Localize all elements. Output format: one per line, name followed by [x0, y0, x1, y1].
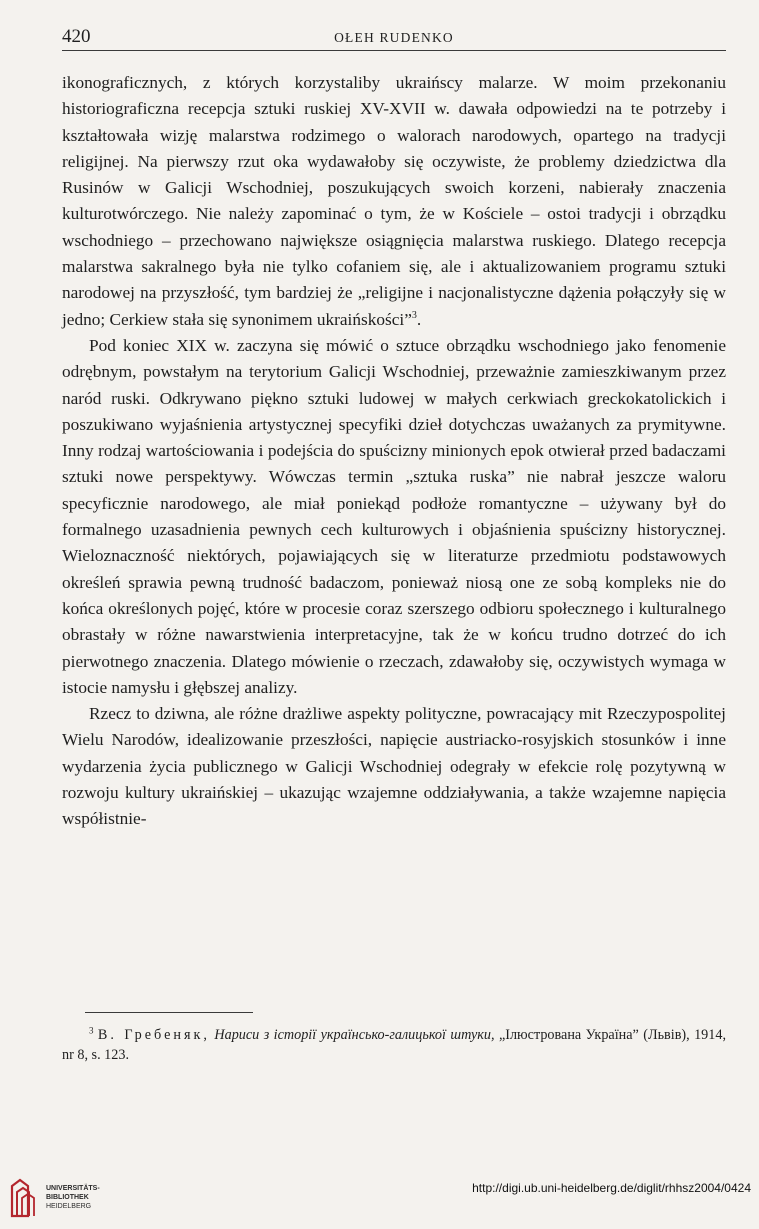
page-number: 420 — [62, 26, 91, 47]
footnote-title: Нариси з історії українсько-галицької штуки, — [214, 1027, 495, 1043]
footnote-author: В. Гребеняк, — [97, 1027, 210, 1043]
running-head: OŁEH RUDENKO — [334, 30, 454, 45]
footnote-rest: „Ілюстрована Україна” (Львів), 1914, nr 8, s. 123. — [62, 1027, 727, 1063]
library-name-line-2: BIBLIOTHEK — [46, 1194, 89, 1201]
paragraph-1-text: ikonograficznych, z których korzystaliby ukraińscy malarze. W moim przekonaniu historiograficzna recepcja sztuki ruskiej XV-XVII w. dawała odpowiedzi na te potrzeby i kształtowała wizję malarstwa rodzimego o walorach narodowych, opartego na tradycji religijnej. Na pierwszy rzut oka wydawałoby się oczywiste, że problemy dziedzictwa dla Rusinów w Galicji Wschodniej, poszukujących swoich korzeni, nabierały znaczenia kulturotwórczego. Nie należy zapominać o tym, że w Kościele – ostoi tradycji i obrządku wschodniego – przechowano największe osiągnięcia malarstwa ruskiego. Dlatego recepcja malarstwa sakralnego była nie tylko cofaniem się, ale i aktualizowaniem programu sztuki narodowej na przyszłość, tym bardziej że „religijne i nacjonalistyczne dążenia połączyły się w jedno; Cerkiew stała się synonimem ukraińskości” — [62, 73, 726, 329]
source-url[interactable]: http://digi.ub.uni-heidelberg.de/diglit/rhhsz2004/0424 — [472, 1181, 751, 1195]
library-logo[interactable] — [8, 1176, 128, 1220]
heidelberg-seal-icon — [8, 1176, 42, 1220]
library-name-line-3: HEIDELBERG — [46, 1203, 92, 1210]
paragraph-2: Pod koniec XIX w. zaczyna się mówić o sztuce obrządku wschodniego jako fenomenie odrębnym, powstałym na terytorium Galicji Wschodniej, przeważnie zamieszkiwanym przez naród ruski. Odkrywano piękno sztuki ludowej w małych cerkwiach greckokatolickich i poszukiwano wyjaśnienia artystycznej specyfiki dzieł dotychczas uważanych za prymitywne. Inny rodzaj wartościowania i podejścia do spuścizny minionych epok otwierał przed badaczami sztuki nowe perspektywy. Wówczas termin „sztuka ruska” nie nabrał jeszcze waloru specyficznie narodowego, ale miał poniekąd podłoże romantyczne – używany był do formalnego uzasadnienia pewnych cech kulturowych i objaśnienia spuścizny historycznej. Wieloznaczność niektórych, pojawiających się w literaturze przedmiotu podstawowych określeń sprawia pewną trudność badaczom, ponieważ niosą one ze sobą kompleks nie do końca określonych pojęć, które w procesie coraz szerszego odbioru społecznego i kulturalnego obrastały w różne nawarstwienia interpretacyjne, tak że w końcu trudno dotrzeć do ich pierwotnego znaczenia. Dlatego mówienie o rzeczach, zdawałoby się, oczywistych wymaga w istocie namysłu i głębszej analizy. — [62, 335, 726, 697]
paragraph-1-end: . — [416, 309, 422, 329]
paragraph-3: Rzecz to dziwna, ale różne drażliwe aspekty polityczne, powracający mit Rzeczypospolitej Wielu Narodów, idealizowanie przeszłości, napięcie austriacko-rosyjskich stosunków i inne wydarzenia życia publicznego w Galicji Wschodniej odegrały w efekcie rolę pozytywną w rozwoju kultury ukraińskiej – ukazując wzajemne oddziaływania, a także wzajemne napięcia współistnie- — [62, 704, 726, 829]
library-name — [46, 1184, 100, 1211]
body-text — [62, 70, 726, 833]
footnote-ref-3[interactable]: 3 — [411, 309, 417, 321]
footnote-number: 3 — [89, 1025, 94, 1036]
page-header — [62, 24, 726, 51]
footnote-3 — [62, 1025, 726, 1065]
paragraph-1 — [62, 70, 726, 333]
library-name-line-1: UNIVERSITÄTS- — [46, 1185, 100, 1192]
footnote-divider — [85, 1012, 253, 1013]
